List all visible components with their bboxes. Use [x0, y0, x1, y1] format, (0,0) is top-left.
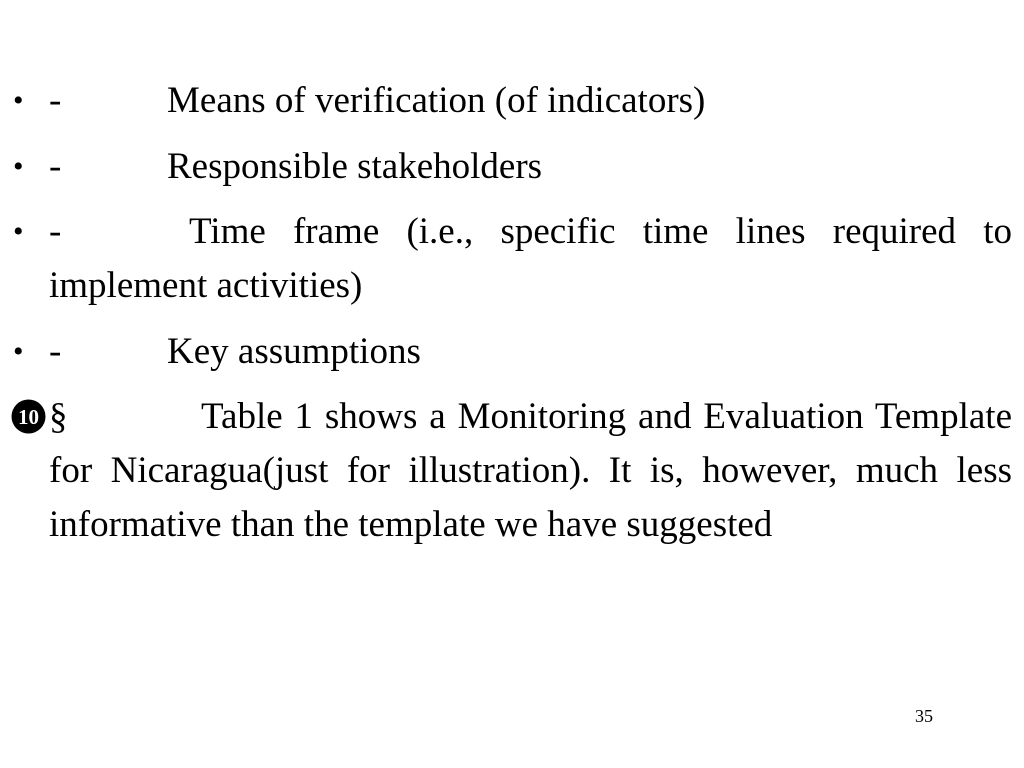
bullet-marker: • [13, 215, 24, 248]
bullet-marker: • [13, 84, 24, 117]
bullet-item [13, 140, 1012, 194]
numbered-item-text: Table 1 shows a Monitoring and Evaluation Template for Nicaragua(just for illustration). It is, however, much less informative than the template we have suggested [49, 396, 1012, 545]
bullet-item [13, 205, 1012, 313]
slide-number: 35 [915, 706, 933, 726]
bullet-text: Time frame (i.e., specific time lines required to implement activities) [49, 211, 1012, 306]
bullet-marker: • [13, 335, 24, 368]
bullet-text: Key assumptions [167, 331, 421, 372]
circled-number-label: 10 [18, 405, 39, 429]
circled-number-icon [10, 398, 47, 435]
bullet-text: Means of verification (of indicators) [167, 80, 706, 121]
section-sign: § [49, 396, 68, 437]
bullet-marker: • [13, 150, 24, 183]
numbered-item [18, 390, 1012, 552]
bullet-dash: - [49, 80, 62, 121]
bullet-dash: - [49, 331, 62, 372]
bullet-item [13, 325, 1012, 379]
bullet-dash: - [49, 211, 62, 252]
bullet-dash: - [49, 146, 62, 187]
bullet-text: Responsible stakeholders [167, 146, 543, 187]
bullet-item [13, 74, 1012, 128]
